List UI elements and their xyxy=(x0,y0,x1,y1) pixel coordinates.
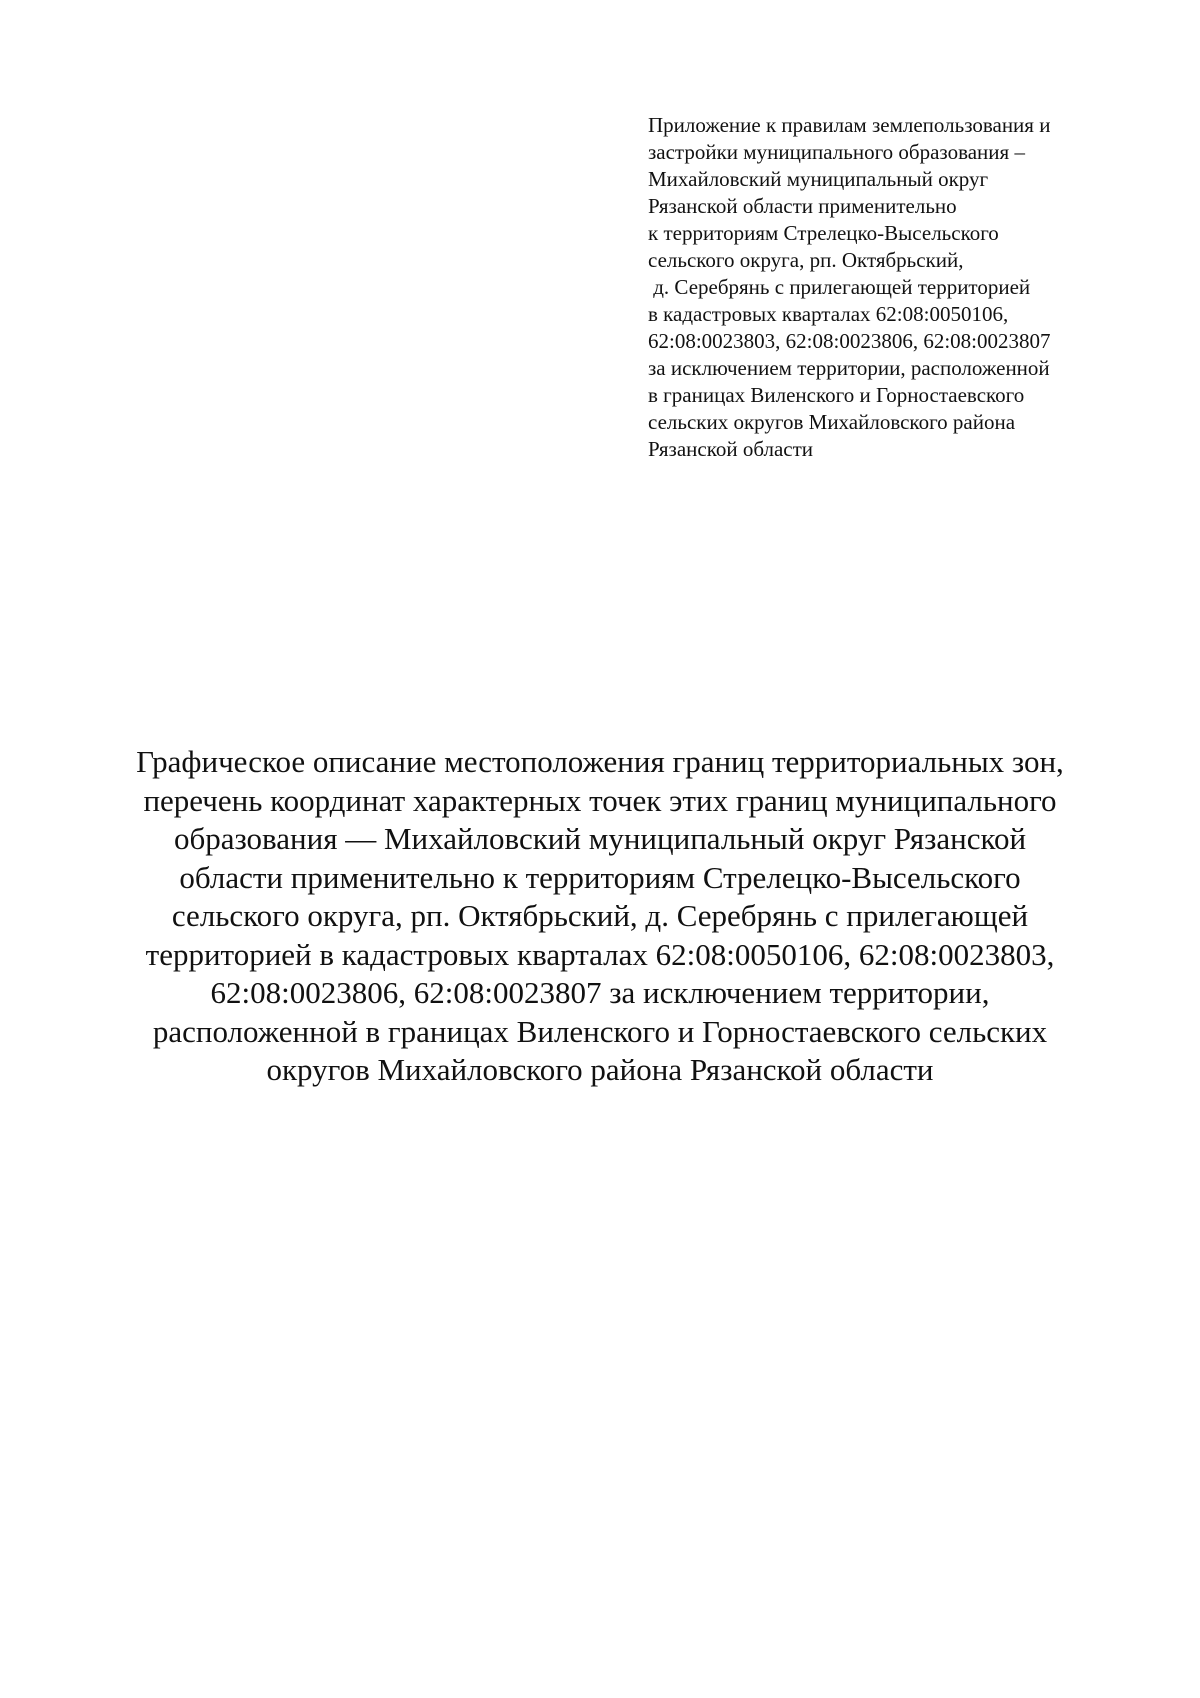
document-title xyxy=(100,743,1100,1090)
appendix-note-line: за исключением территории, расположенной xyxy=(648,356,1050,380)
title-line: перечень координат характерных точек этих границ муниципального xyxy=(143,782,1057,818)
appendix-note-line: сельских округов Михайловского района xyxy=(648,410,1016,434)
appendix-note-line: застройки муниципального образования – xyxy=(648,140,1025,164)
title-line: сельского округа, рп. Октябрьский, д. Серебрянь с прилегающей xyxy=(171,898,1029,933)
appendix-note-line: сельского округа, рп. Октябрьский, xyxy=(648,248,964,272)
appendix-note-line: 62:08:0023803, 62:08:0023806, 62:08:0023807 xyxy=(648,329,1051,353)
appendix-note-line: в кадастровых кварталах 62:08:0050106, xyxy=(648,302,1009,326)
appendix-note-line: Михайловский муниципальный округ xyxy=(648,167,989,191)
appendix-note xyxy=(648,112,1168,463)
title-line: Графическое описание местоположения границ территориальных зон, xyxy=(136,744,1064,779)
title-line: области применительно к территориям Стрелецко-Высельского xyxy=(179,859,1021,895)
appendix-note-line: Приложение к правилам землепользования и xyxy=(648,113,1051,137)
title-line: округов Михайловского района Рязанской области xyxy=(266,1052,934,1087)
appendix-note-line: Рязанской области применительно xyxy=(648,194,957,218)
appendix-note-line: в границах Виленского и Горностаевского xyxy=(648,383,1025,407)
title-line: территорией в кадастровых кварталах 62:08:0050106, 62:08:0023803, xyxy=(145,936,1055,972)
appendix-note-line: Рязанской области xyxy=(648,437,814,461)
appendix-note-line: к территориям Стрелецко-Высельского xyxy=(648,221,999,245)
title-line: 62:08:0023806, 62:08:0023807 за исключением территории, xyxy=(210,975,990,1010)
appendix-note-line: д. Серебрянь с прилегающей территорией xyxy=(648,275,1031,299)
title-line: образования — Михайловский муниципальный округ Рязанской xyxy=(173,821,1027,856)
title-line: расположенной в границах Виленского и Горностаевского сельских xyxy=(152,1013,1048,1049)
